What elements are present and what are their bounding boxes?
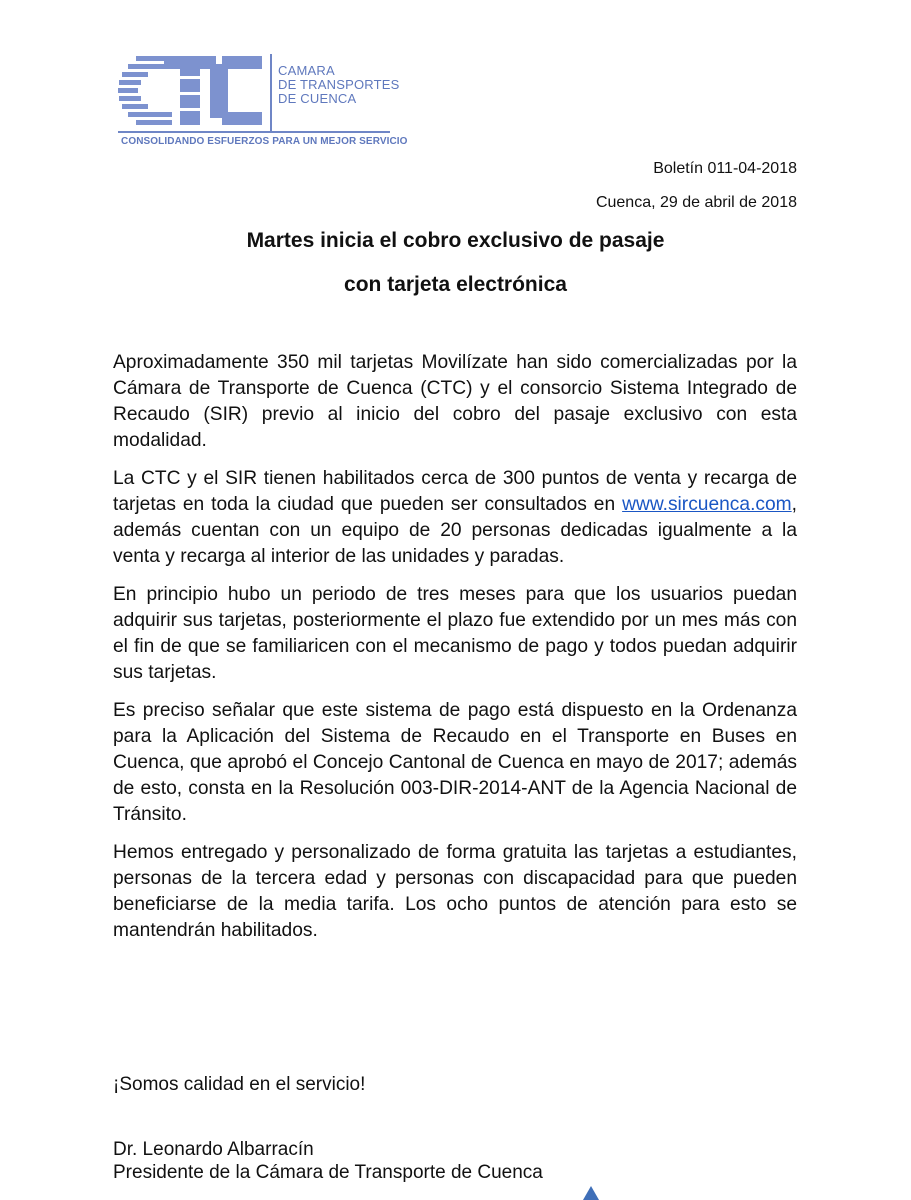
paragraph-2 (113, 466, 797, 570)
signer-name: Dr. Leonardo Albarracín (113, 1139, 314, 1160)
logo-name-line: CAMARA (278, 63, 335, 78)
logo-rule (118, 131, 390, 133)
paragraph-2-text: , además cuentan con un equipo de 20 personas dedicadas igualmente a la venta y recarga al interior de las unidades y paradas. (113, 494, 797, 567)
dateline: Cuenca, 29 de abril de 2018 (595, 194, 797, 211)
logo-name-line: DE CUENCA (278, 91, 357, 106)
paragraph-5: Hemos entregado y personalizado de forma gratuita las tarjetas a estudiantes, personas de la tercera edad y personas con discapacidad para que pueden beneficiarse de la media tarifa. Los ocho puntos de atención para esto se mantendrán habilitados. (113, 842, 797, 941)
logo-tagline: CONSOLIDANDO ESFUERZOS PARA UN MEJOR SERVICIO (121, 136, 408, 147)
article-body (113, 350, 797, 956)
sircuenca-link[interactable]: www.sircuenca.com (622, 494, 792, 515)
logo-name-line: DE TRANSPORTES (278, 77, 400, 92)
paragraph-2-text: La CTC y el SIR tienen habilitados cerca de 300 puntos de venta y recarga de tarjetas en toda la ciudad que pueden ser consultados en (113, 468, 797, 515)
logo-divider (270, 54, 272, 132)
headline-line-2: con tarjeta electrónica (344, 273, 567, 296)
ctc-logo (118, 52, 408, 152)
paragraph-1: Aproximadamente 350 mil tarjetas Movilízate han sido comercializadas por la Cámara de Transporte de Cuenca (CTC) y el consorcio Sistema Integrado de Recaudo (SIR) previo al inicio del cobro del pasaje exclusivo con esta modalidad. (113, 352, 797, 451)
bulletin-number: Boletín 011-04-2018 (653, 160, 797, 177)
signer-role: Presidente de la Cámara de Transporte de Cuenca (113, 1162, 543, 1183)
paragraph-3: En principio hubo un periodo de tres meses para que los usuarios puedan adquirir sus tarjetas, posteriormente el plazo fue extendido por un mes más con el fin de que se familiaricen con el mecanismo de pago y todos puedan adquirir sus tarjetas. (113, 584, 797, 683)
paragraph-4: Es preciso señalar que este sistema de pago está dispuesto en la Ordenanza para la Aplicación del Sistema de Recaudo en el Transporte en Buses en Cuenca, que aprobó el Concejo Cantonal de Cuenca en mayo de 2017; además de esto, consta en la Resolución 003-DIR-2014-ANT de la Agencia Nacional de Tránsito. (113, 700, 797, 825)
ctc-logo-mark (118, 52, 264, 132)
logo-organization-name (278, 64, 400, 106)
closing-slogan: ¡Somos calidad en el servicio! (113, 1074, 366, 1095)
bottom-arrow-icon (583, 1186, 599, 1200)
headline-line-1: Martes inicia el cobro exclusivo de pasaje (246, 229, 665, 252)
